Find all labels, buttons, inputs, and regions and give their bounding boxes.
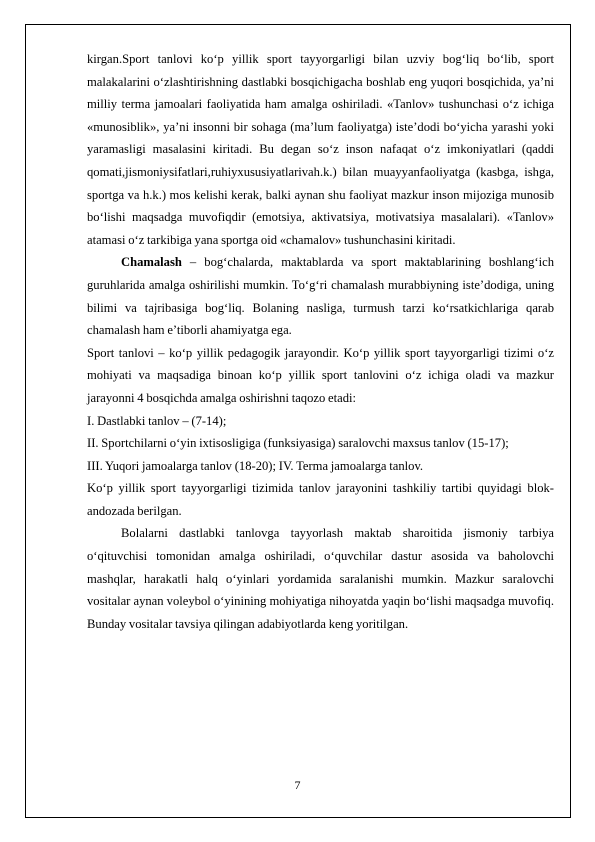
term-chamalash: Chamalash bbox=[121, 255, 182, 270]
list-item-stage-2: II. Sportchilarni o‘yin ixtisosligiga (funksiyasiga) saralovchi maxsus tanlov (15-17); bbox=[87, 436, 509, 451]
paragraph-chamalash bbox=[87, 251, 554, 341]
list-item-stage-1: I. Dastlabki tanlov – (7-14); bbox=[87, 413, 227, 428]
page-number: 7 bbox=[294, 778, 301, 792]
paragraph-pedagogical-process: Sport tanlovi – ko‘p yillik pedagogik jarayondir. Ko‘p yillik sport tayyorgarligi tizimi o‘z mohiyati va maqsadiga binoan ko‘p yillik sport tanlovini o‘z ichiga oladi va mazkur jarayonni 4 bosqichda amalga oshirishni taqozo etadi: bbox=[87, 345, 554, 405]
paragraph-block-template: Ko‘p yillik sport tayyorgarligi tizimida tanlov jarayonini tashkiliy tartibi quyidagi blok-andozada berilgan. bbox=[87, 481, 554, 518]
paragraph-sport-selection: kirgan.Sport tanlovi ko‘p yillik sport tayyorgarligi bilan uzviy bog‘liq bo‘lib, sport malakalarini o‘zlashtirishning dastlabki bosqichigacha boshlab eng yuqori bosqichida, ya’ni milliy terma jamoalari faoliyatida ham amalga oshiriladi. «Tanlov» tushunchasi o‘z ichiga «munosiblik», ya’ni insonni bir sohaga (ma’lum faoliyatga) iste’dodi bo‘yicha yarashi yoki yaramasligi masalasini kiritadi. Bu degan so‘z inson nafaqat o‘z imkoniyatlari (qaddi qomati,jismoniysifatlari,ruhiyxususiyatlarivah.k.) bilan muayyanfaoliyatga (kasbga, ishga, sportga va h.k.) mos kelishi kerak, balki aynan shu faoliyat mazkur inson mijoziga munosib bo‘lishi maqsadga muvofiqdir (emotsiya, aktivatsiya, motivatsiya masalalari). «Tanlov» atamasi o‘z tarkibiga yana sportga oid «chamalov» tushunchasini kiritadi. bbox=[87, 52, 554, 247]
list-item-stage-3-4: III. Yuqori jamoalarga tanlov (18-20); IV. Terma jamoalarga tanlov. bbox=[87, 458, 424, 473]
body-text bbox=[87, 48, 554, 635]
paragraph-chamalash-text: – bog‘chalarda, maktablarda va sport maktablarining boshlang‘ich guruhlarida amalga oshirilishi mumkin. To‘g‘ri chamalash murabbiyning iste’dodiga, uning bilimi va tajribasiga bog‘liq. Bolaning nasliga, turmush tarzi ko‘rsatkichlariga qarab chamalash ham e’tiborli ahamiyatga ega. bbox=[87, 255, 554, 338]
paragraph-initial-selection: Bolalarni dastlabki tanlovga tayyorlash maktab sharoitida jismoniy tarbiya o‘qituvchisi tomonidan amalga oshiriladi, o‘quvchilar dastur asosida va baholovchi mashqlar, harakatli halq o‘yinlari yordamida saralanishi mumkin. Mazkur saralovchi vositalar aynan voleybol o‘yinining mohiyatiga nihoyatda yaqin bo‘lishi maqsadga muvofiq. Bunday vositalar tavsiya qilingan adabiyotlarda keng yoritilgan. bbox=[87, 526, 554, 631]
